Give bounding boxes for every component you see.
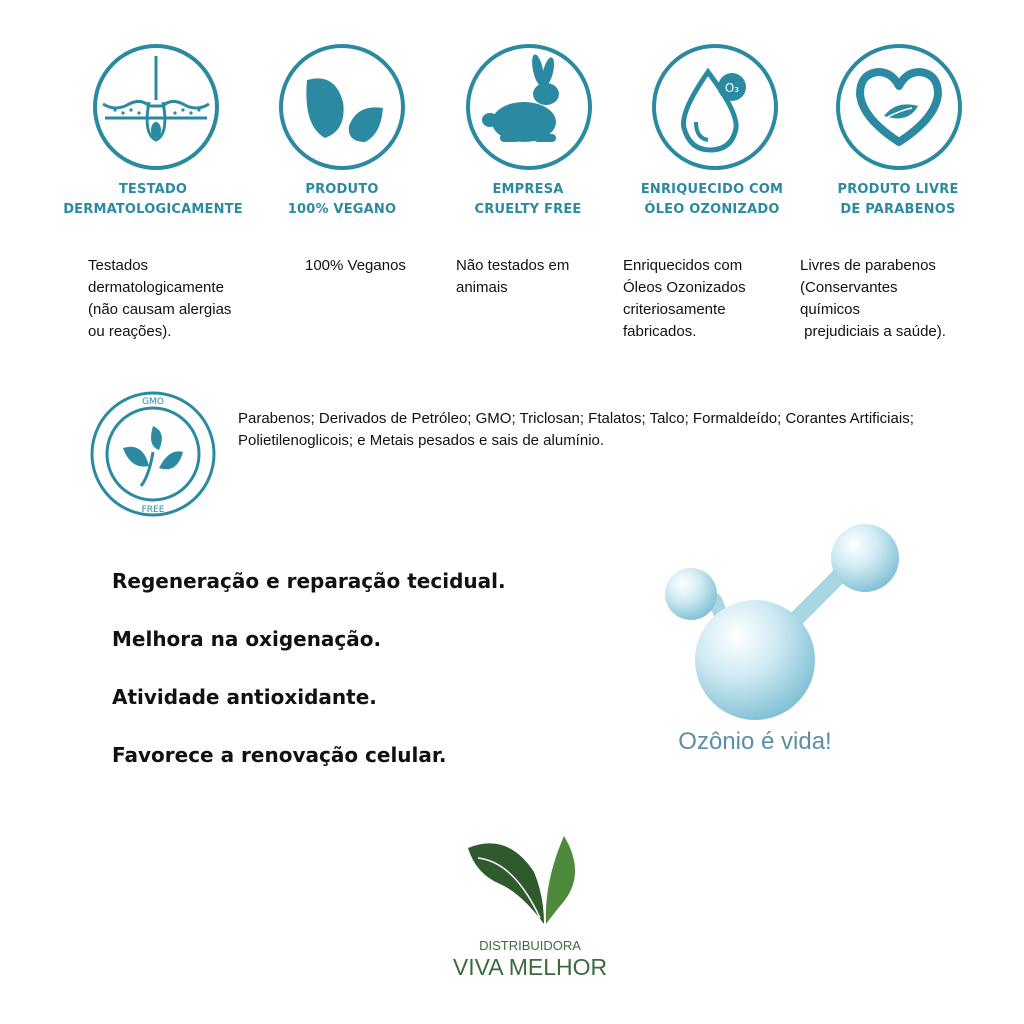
molecule-icon (655, 520, 915, 720)
benefits-list (112, 566, 506, 798)
benefit-item: Melhora na oxigenação. (112, 627, 382, 651)
cruelty-free-badge (464, 42, 594, 172)
desc-ozonized-oil: Enriquecidos com Óleos Ozonizados criteriosamente fabricados. (623, 257, 746, 340)
desc-dermatology: Testados dermatologicamente (não causam alergias ou reações). (88, 257, 232, 340)
badge-title-paraben-free: PRODUTO LIVRE DE PARABENOS (837, 182, 959, 217)
benefit-item: Atividade antioxidante. (112, 685, 377, 709)
ozone-symbol: O₃ (724, 81, 740, 95)
slogan: Ozônio é vida! (678, 728, 832, 755)
paraben-free-badge (834, 42, 964, 172)
ozone-drop-icon (650, 42, 780, 172)
heart-leaf-icon (834, 42, 964, 172)
desc-vegan: 100% Veganos (305, 257, 406, 274)
vegan-badge (277, 42, 407, 172)
gmo-free-badge (89, 390, 217, 518)
leaves-icon (277, 42, 407, 172)
dermatology-badge (91, 42, 221, 172)
gmo-free-leaves-icon (89, 390, 217, 518)
ozonized-oil-badge (650, 42, 780, 172)
free-label: FREE (141, 505, 165, 515)
gmo-label: GMO (142, 397, 164, 407)
benefit-item: Favorece a renovação celular. (112, 743, 447, 767)
badge-title-ozonized-oil: ENRIQUECIDO COM ÓLEO OZONIZADO (640, 182, 784, 217)
logo-subtitle: DISTRIBUIDORA (479, 938, 581, 953)
leaf-logo-icon (464, 832, 588, 932)
badge-title-cruelty-free: EMPRESA CRUELTY FREE (474, 182, 582, 217)
badge-title-vegan: PRODUTO 100% VEGANO (287, 182, 397, 217)
skin-follicle-icon (91, 42, 221, 172)
benefit-item: Regeneração e reparação tecidual. (112, 569, 506, 593)
badge-title-dermatology: TESTADO DERMATOLOGICAMENTE (63, 182, 243, 217)
company-logo (464, 832, 588, 932)
ozone-molecule-image (655, 520, 915, 720)
logo-name: VIVA MELHOR (452, 954, 608, 980)
desc-paraben-free: Livres de parabenos (Conservantes químicos prejudiciais a saúde). (800, 257, 946, 340)
gmo-free-ingredients-text: Parabenos; Derivados de Petróleo; GMO; Triclosan; Ftalatos; Talco; Formaldeído; Corantes Artificiais; Polietilenoglicois; e Metais pesados e sais de alumínio. (238, 410, 914, 449)
rabbit-icon (464, 42, 594, 172)
desc-cruelty-free: Não testados em animais (456, 257, 570, 296)
